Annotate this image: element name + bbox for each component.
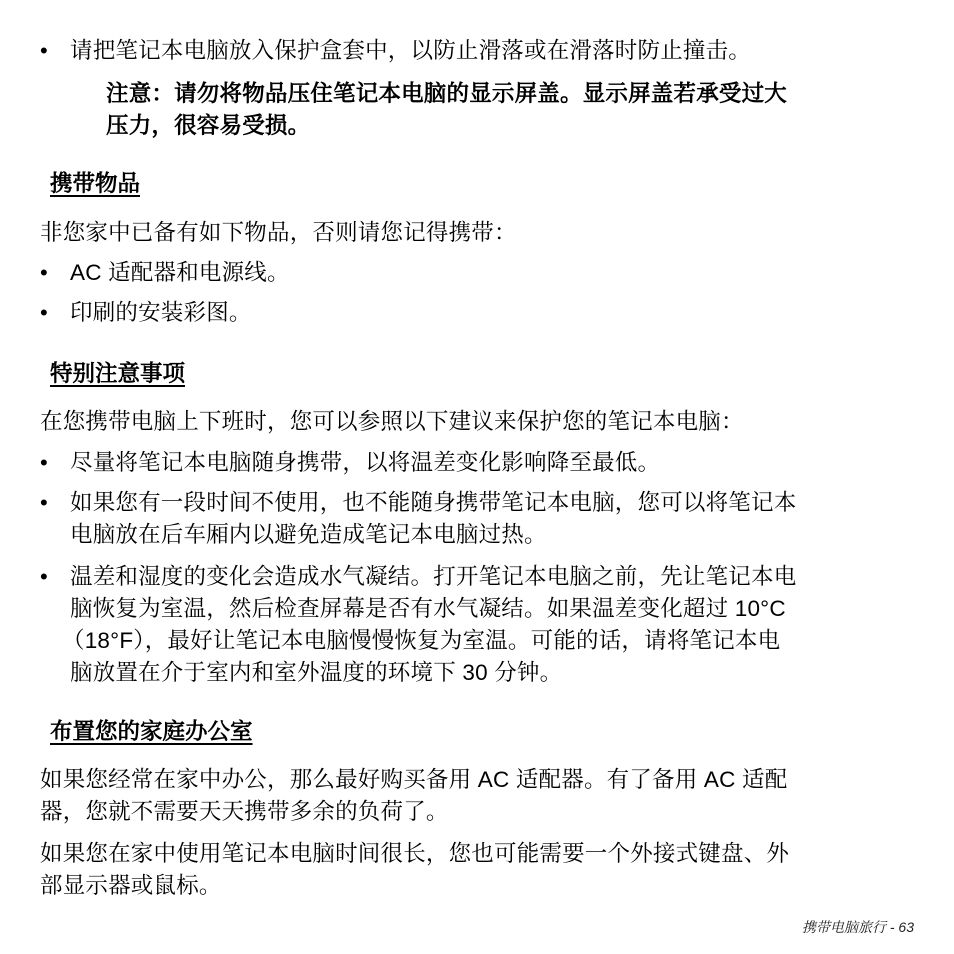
warning-note-line-1: 注意：请勿将物品压住笔记本电脑的显示屏盖。显示屏盖若承受过大 bbox=[106, 81, 788, 106]
section-heading-special-considerations: 特别注意事项 bbox=[50, 361, 186, 386]
special-item-condensation-line-4: 脑放置在介于室内和室外温度的环境下 30 分钟。 bbox=[70, 660, 563, 685]
carry-item-ac-adapter: AC 适配器和电源线。 bbox=[70, 260, 290, 285]
carry-item-setup-poster: 印刷的安装彩图。 bbox=[70, 300, 252, 325]
special-item-carry-with-you: 尽量将笔记本电脑随身携带，以将温差变化影响降至最低。 bbox=[70, 450, 661, 475]
special-item-trunk-line-2: 电脑放在后车厢内以避免造成笔记本电脑过热。 bbox=[70, 522, 547, 547]
section-heading-carry-items: 携带物品 bbox=[50, 171, 141, 196]
page-footer: 携带电脑旅行 - 63 bbox=[801, 919, 914, 935]
office-paragraph-2-line-1: 如果您在家中使用笔记本电脑时间很长，您也可能需要一个外接式键盘、外 bbox=[40, 841, 790, 866]
office-paragraph-1-line-2: 器，您就不需要天天携带多余的负荷了。 bbox=[40, 799, 449, 824]
intro-bullet-text: 请把笔记本电脑放入保护盒套中，以防止滑落或在滑落时防止撞击。 bbox=[70, 38, 752, 63]
bullet-marker: • bbox=[40, 260, 48, 285]
bullet-marker: • bbox=[40, 564, 48, 589]
special-intro-text: 在您携带电脑上下班时，您可以参照以下建议来保护您的笔记本电脑： bbox=[40, 409, 744, 434]
warning-note-line-2: 压力，很容易受损。 bbox=[106, 113, 311, 138]
bullet-marker: • bbox=[40, 300, 48, 325]
special-item-condensation-line-3: （18°F），最好让笔记本电脑慢慢恢复为室温。可能的话，请将笔记本电 bbox=[62, 628, 781, 653]
bullet-marker: • bbox=[40, 38, 48, 63]
office-paragraph-1-line-1: 如果您经常在家中办公，那么最好购买备用 AC 适配器。有了备用 AC 适配 bbox=[40, 767, 788, 792]
special-item-condensation-line-2: 脑恢复为室温，然后检查屏幕是否有水气凝结。如果温差变化超过 10°C bbox=[70, 596, 786, 621]
special-item-condensation-line-1: 温差和湿度的变化会造成水气凝结。打开笔记本电脑之前，先让笔记本电 bbox=[70, 564, 797, 589]
bullet-marker: • bbox=[40, 490, 48, 515]
special-item-trunk-line-1: 如果您有一段时间不使用，也不能随身携带笔记本电脑，您可以将笔记本 bbox=[70, 490, 797, 515]
carry-intro-text: 非您家中已备有如下物品，否则请您记得携带： bbox=[40, 220, 517, 245]
office-paragraph-2-line-2: 部显示器或鼠标。 bbox=[40, 873, 222, 898]
bullet-marker: • bbox=[40, 450, 48, 475]
section-heading-home-office: 布置您的家庭办公室 bbox=[50, 719, 253, 744]
